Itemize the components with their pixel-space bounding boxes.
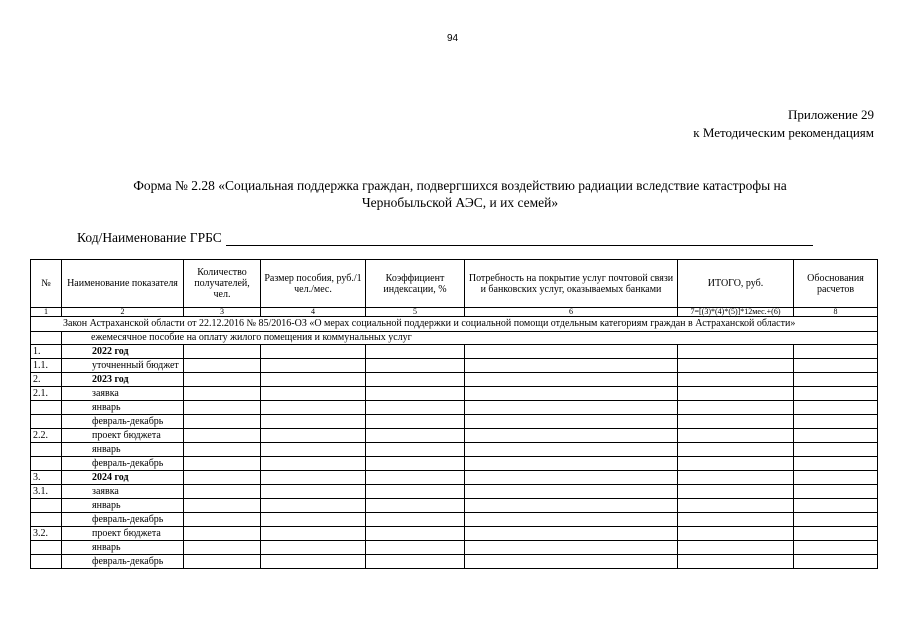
table-row bbox=[31, 541, 878, 555]
grbs-fill-line bbox=[226, 232, 813, 246]
empty-cell bbox=[465, 443, 678, 457]
table-row bbox=[31, 401, 878, 415]
table-row bbox=[31, 485, 878, 499]
empty-cell bbox=[366, 457, 465, 471]
row-name: февраль-декабрь bbox=[62, 513, 184, 527]
empty-cell bbox=[261, 429, 366, 443]
empty-cell bbox=[184, 457, 261, 471]
table-row bbox=[31, 527, 878, 541]
empty-cell bbox=[794, 457, 878, 471]
empty-cell bbox=[261, 471, 366, 485]
empty-cell bbox=[184, 387, 261, 401]
empty-cell bbox=[261, 457, 366, 471]
empty-cell bbox=[678, 443, 794, 457]
empty-cell bbox=[465, 373, 678, 387]
law-row bbox=[31, 317, 878, 332]
empty-cell bbox=[678, 485, 794, 499]
row-name: уточненный бюджет bbox=[62, 359, 184, 373]
empty-cell bbox=[465, 457, 678, 471]
table-row bbox=[31, 443, 878, 457]
empty-cell bbox=[366, 387, 465, 401]
empty-cell bbox=[465, 345, 678, 359]
empty-cell bbox=[678, 359, 794, 373]
empty-cell bbox=[261, 359, 366, 373]
empty-cell bbox=[465, 485, 678, 499]
empty-cell bbox=[366, 373, 465, 387]
header-row bbox=[31, 260, 878, 308]
form-title-line-2: Чернобыльской АЭС, и их семей» bbox=[361, 195, 559, 210]
empty-cell bbox=[465, 429, 678, 443]
empty-cell bbox=[261, 345, 366, 359]
empty-cell bbox=[366, 471, 465, 485]
row-name: заявка bbox=[62, 485, 184, 499]
empty-cell bbox=[794, 499, 878, 513]
column-number: 8 bbox=[794, 308, 878, 317]
empty-cell bbox=[366, 499, 465, 513]
law-title: Закон Астраханской области от 22.12.2016 № 85/2016-ОЗ «О мерах социальной поддержки и социальной помощи отдельным категориям граждан в Астраханской области» bbox=[31, 317, 878, 332]
empty-cell bbox=[678, 541, 794, 555]
empty-cell bbox=[794, 471, 878, 485]
row-number bbox=[31, 401, 62, 415]
data-table bbox=[30, 259, 878, 569]
row-number bbox=[31, 541, 62, 555]
empty-cell bbox=[366, 527, 465, 541]
empty-cell bbox=[366, 541, 465, 555]
form-title-line-1: Форма № 2.28 «Социальная поддержка граждан, подвергшихся воздействию радиации вследствие катастрофы на bbox=[133, 178, 787, 193]
empty-cell bbox=[465, 555, 678, 569]
row-number: 3.1. bbox=[31, 485, 62, 499]
table-row bbox=[31, 499, 878, 513]
table-row bbox=[31, 359, 878, 373]
empty-cell bbox=[794, 555, 878, 569]
row-number: 2. bbox=[31, 373, 62, 387]
empty-cell bbox=[794, 359, 878, 373]
row-name: январь bbox=[62, 401, 184, 415]
row-number: 2.2. bbox=[31, 429, 62, 443]
empty-cell bbox=[794, 443, 878, 457]
table-row bbox=[31, 555, 878, 569]
empty-cell bbox=[184, 499, 261, 513]
empty-cell bbox=[366, 443, 465, 457]
row-number bbox=[31, 443, 62, 457]
empty-cell bbox=[794, 415, 878, 429]
form-title bbox=[60, 177, 860, 211]
empty-cell bbox=[465, 527, 678, 541]
empty-cell bbox=[678, 387, 794, 401]
empty-cell bbox=[794, 401, 878, 415]
row-name: 2024 год bbox=[62, 471, 184, 485]
row-name: проект бюджета bbox=[62, 429, 184, 443]
row-number bbox=[31, 513, 62, 527]
empty-cell bbox=[366, 485, 465, 499]
empty-cell bbox=[184, 345, 261, 359]
row-number: 1.1. bbox=[31, 359, 62, 373]
empty-cell bbox=[184, 373, 261, 387]
table-row bbox=[31, 415, 878, 429]
row-number: 1. bbox=[31, 345, 62, 359]
empty-cell bbox=[678, 555, 794, 569]
empty-cell bbox=[678, 415, 794, 429]
empty-cell bbox=[794, 429, 878, 443]
empty-cell bbox=[261, 373, 366, 387]
row-number: 3.2. bbox=[31, 527, 62, 541]
empty-cell bbox=[465, 359, 678, 373]
header-cell: ИТОГО, руб. bbox=[678, 260, 794, 308]
appendix-line-1: Приложение 29 bbox=[787, 107, 874, 122]
empty-cell bbox=[678, 499, 794, 513]
empty-cell bbox=[465, 387, 678, 401]
empty-cell bbox=[184, 513, 261, 527]
empty-cell bbox=[184, 555, 261, 569]
grbs-label: Код/Наименование ГРБС bbox=[77, 230, 222, 245]
header-cell: Наименование показателя bbox=[62, 260, 184, 308]
empty-cell bbox=[366, 359, 465, 373]
row-number bbox=[31, 457, 62, 471]
empty-cell bbox=[794, 527, 878, 541]
empty-cell bbox=[465, 471, 678, 485]
appendix-header bbox=[693, 106, 874, 142]
empty-cell bbox=[184, 443, 261, 457]
empty-cell bbox=[465, 541, 678, 555]
empty-cell bbox=[261, 499, 366, 513]
grbs-field bbox=[77, 230, 813, 246]
empty-cell bbox=[261, 541, 366, 555]
empty-cell bbox=[678, 429, 794, 443]
row-name: январь bbox=[62, 541, 184, 555]
benefit-row bbox=[31, 332, 878, 345]
table-row bbox=[31, 429, 878, 443]
empty-cell bbox=[678, 345, 794, 359]
empty-cell bbox=[366, 513, 465, 527]
header-cell: № bbox=[31, 260, 62, 308]
row-name: 2023 год bbox=[62, 373, 184, 387]
empty-cell bbox=[184, 471, 261, 485]
empty-cell bbox=[366, 429, 465, 443]
empty-cell bbox=[794, 485, 878, 499]
empty-cell bbox=[184, 359, 261, 373]
empty-cell bbox=[184, 527, 261, 541]
empty-cell bbox=[794, 513, 878, 527]
row-number: 2.1. bbox=[31, 387, 62, 401]
row-number bbox=[31, 415, 62, 429]
empty-cell bbox=[184, 401, 261, 415]
column-number: 6 bbox=[465, 308, 678, 317]
empty-cell bbox=[184, 429, 261, 443]
table-row bbox=[31, 513, 878, 527]
empty-cell bbox=[465, 401, 678, 415]
row-name: проект бюджета bbox=[62, 527, 184, 541]
row-name: 2022 год bbox=[62, 345, 184, 359]
header-cell: Размер пособия, руб./1 чел./мес. bbox=[261, 260, 366, 308]
empty-cell bbox=[366, 345, 465, 359]
row-name: февраль-декабрь bbox=[62, 555, 184, 569]
empty-cell bbox=[794, 345, 878, 359]
column-number: 3 bbox=[184, 308, 261, 317]
row-name: февраль-декабрь bbox=[62, 457, 184, 471]
empty-cell bbox=[184, 541, 261, 555]
row-number bbox=[31, 332, 62, 345]
row-name: заявка bbox=[62, 387, 184, 401]
empty-cell bbox=[465, 415, 678, 429]
column-number: 2 bbox=[62, 308, 184, 317]
empty-cell bbox=[678, 401, 794, 415]
column-number: 1 bbox=[31, 308, 62, 317]
appendix-line-2: к Методическим рекомендациям bbox=[693, 125, 874, 140]
row-number bbox=[31, 499, 62, 513]
empty-cell bbox=[184, 415, 261, 429]
empty-cell bbox=[184, 485, 261, 499]
empty-cell bbox=[678, 457, 794, 471]
header-cell: Коэффициент индексации, % bbox=[366, 260, 465, 308]
empty-cell bbox=[794, 541, 878, 555]
table-row bbox=[31, 457, 878, 471]
empty-cell bbox=[794, 373, 878, 387]
row-name: февраль-декабрь bbox=[62, 415, 184, 429]
table-row bbox=[31, 345, 878, 359]
row-name: январь bbox=[62, 443, 184, 457]
empty-cell bbox=[366, 555, 465, 569]
empty-cell bbox=[366, 401, 465, 415]
column-number: 7=[(3)*(4)*(5)]*12мес.+(6) bbox=[678, 308, 794, 317]
header-cell: Количество получателей, чел. bbox=[184, 260, 261, 308]
empty-cell bbox=[261, 555, 366, 569]
column-number: 4 bbox=[261, 308, 366, 317]
empty-cell bbox=[261, 527, 366, 541]
row-number bbox=[31, 555, 62, 569]
benefit-title: ежемесячное пособие на оплату жилого помещения и коммунальных услуг bbox=[62, 332, 878, 345]
empty-cell bbox=[678, 471, 794, 485]
row-name: январь bbox=[62, 499, 184, 513]
table-row bbox=[31, 387, 878, 401]
empty-cell bbox=[261, 415, 366, 429]
empty-cell bbox=[465, 513, 678, 527]
table-row bbox=[31, 471, 878, 485]
column-number-row bbox=[31, 308, 878, 317]
empty-cell bbox=[261, 387, 366, 401]
empty-cell bbox=[261, 401, 366, 415]
header-cell: Потребность на покрытие услуг почтовой связи и банковских услуг, оказываемых банками bbox=[465, 260, 678, 308]
column-number: 5 bbox=[366, 308, 465, 317]
empty-cell bbox=[678, 527, 794, 541]
empty-cell bbox=[261, 485, 366, 499]
page-number: 94 bbox=[446, 33, 459, 44]
empty-cell bbox=[678, 513, 794, 527]
empty-cell bbox=[465, 499, 678, 513]
header-cell: Обоснования расчетов bbox=[794, 260, 878, 308]
empty-cell bbox=[366, 415, 465, 429]
empty-cell bbox=[794, 387, 878, 401]
row-number: 3. bbox=[31, 471, 62, 485]
table-row bbox=[31, 373, 878, 387]
empty-cell bbox=[261, 513, 366, 527]
empty-cell bbox=[261, 443, 366, 457]
empty-cell bbox=[678, 373, 794, 387]
